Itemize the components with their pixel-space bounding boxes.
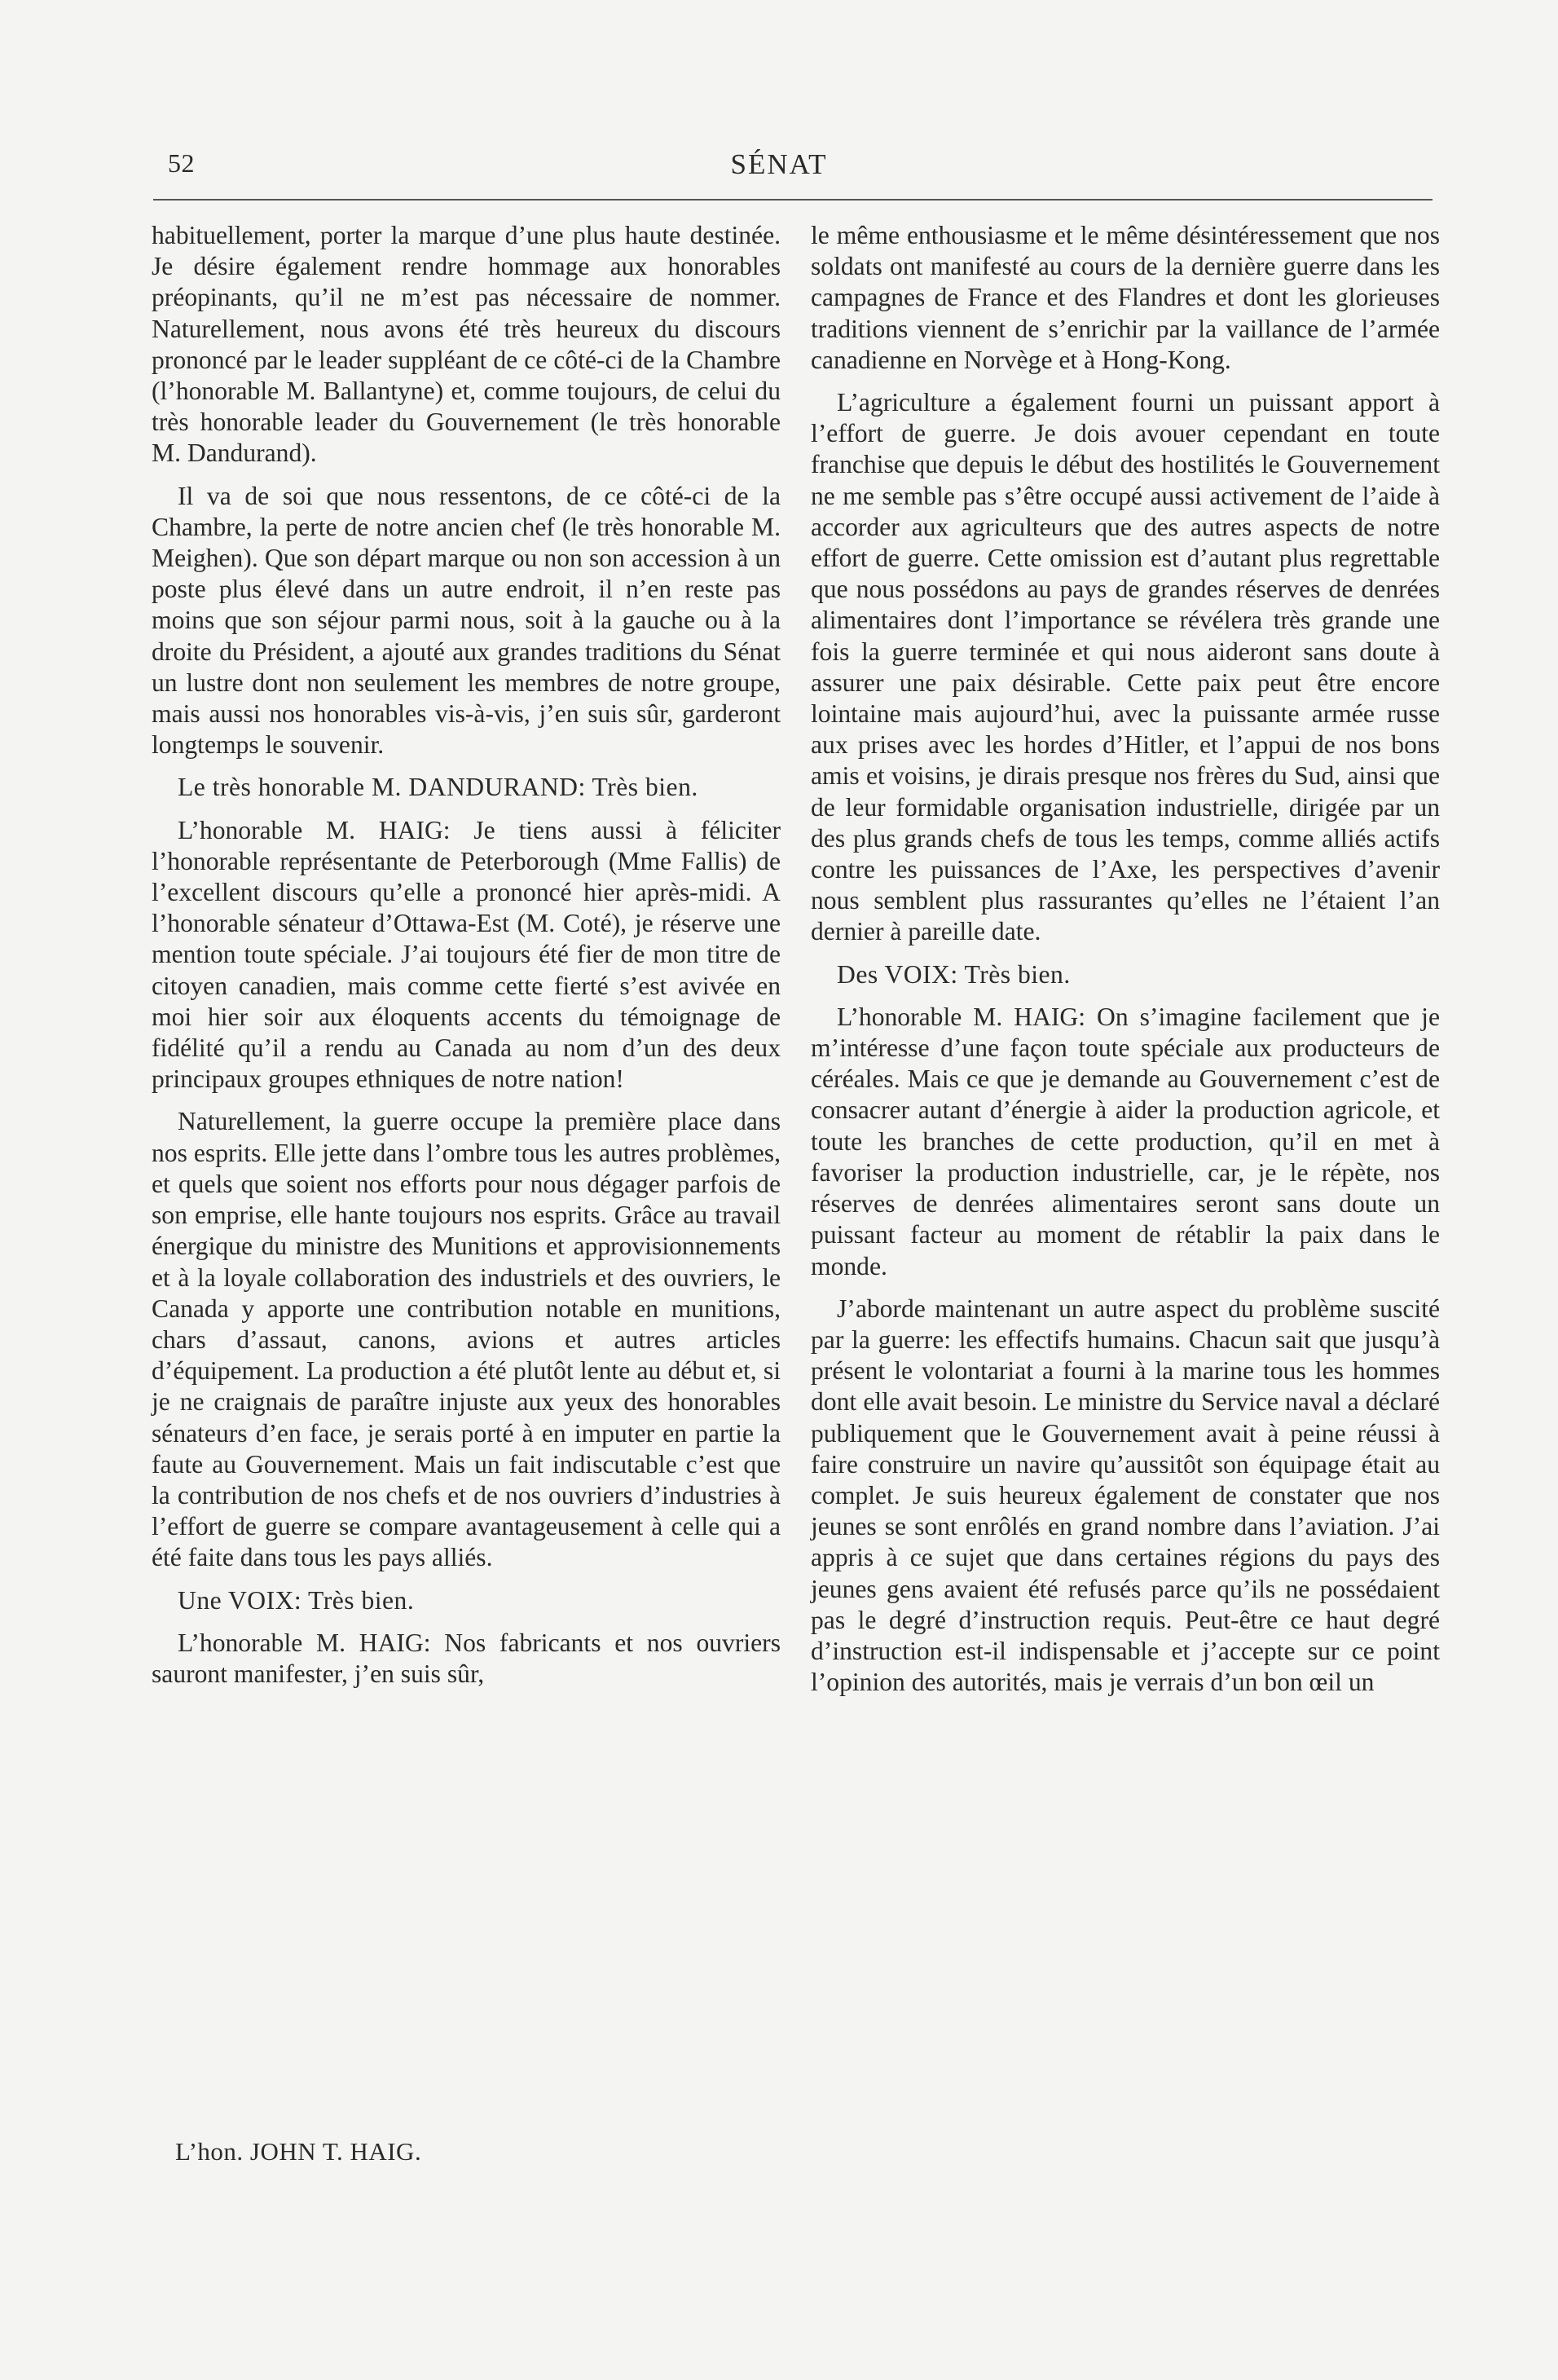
paragraph: Naturellement, la guerre occupe la première place dans nos esprits. Elle jette dans l’ombre tous les autres problèmes, et quels que soient nos efforts pour nous dégager parfois de son emprise, elle hante toujours nos esprits. Grâce au travail énergique du ministre des Munitions et approvisionnements et à la loyale collaboration des industriels et des ouvriers, le Canada y apporte une contribution notable en munitions, chars d’assaut, canons, avions et autres articles d’équipement. La production a été plutôt lente au début et, si je ne craignais de paraître injuste aux yeux des honorables sénateurs d’en face, je serais porté à en imputer en partie la faute au Gouvernement. Mais un fait indiscutable c’est que la contribution de nos chefs et de nos ouvriers d’industries à l’effort de guerre se compare avantageusement à celle qui a été faite dans tous les pays alliés. — [152, 1107, 781, 1572]
paragraph: J’aborde maintenant un autre aspect du problème suscité par la guerre: les effectifs humains. Chacun sait que jusqu’à présent le volontariat a fourni à la marine tous les hommes dont elle avait besoin. Le ministre du Service naval a déclaré publiquement que le Gouvernement avait à peine réussi à faire construire un navire qu’aussitôt son équipage était au complet. Je suis heureux également de constater que nos jeunes se sont enrôlés en grand nombre dans l’aviation. J’ai appris à ce sujet que dans certaines régions du pays des jeunes gens avaient été refusés parce qu’ils ne possédaient pas le degré d’instruction requis. Peut-être ce haut degré d’instruction est-il indispensable et j’accepte sur ce point l’opinion des autorités, mais je verrais d’un bon œil un — [811, 1294, 1440, 1697]
paragraph: L’agriculture a également fourni un puissant apport à l’effort de guerre. Je dois avouer cependant en toute franchise que depuis le début des hostilités le Gouvernement ne me semble pas s’être occupé aussi activement de l’aide à accorder aux agriculteurs que des autres aspects de notre effort de guerre. Cette omission est d’autant plus regrettable que nous possédons au pays de grandes réserves de denrées alimentaires dont l’importance se révélera très grande une fois la guerre terminée et qui nous aideront sans doute à assurer une paix désirable. Cette paix peut être encore lointaine mais aujourd’hui, avec la puissante armée russe aux prises avec les hordes d’Hitler, et l’appui de nos bons amis et voisins, je dirais presque nos frères du Sud, ainsi que de leur formidable organisation industrielle, dirigée par un des plus grands chefs de tous les temps, comme alliés actifs contre les puissances de l’Axe, les perspectives d’avenir nous semblent plus rassurantes qu’elles ne l’étaient l’an dernier à pareille date. — [811, 388, 1440, 946]
running-footer: L’hon. JOHN T. HAIG. — [175, 2137, 422, 2166]
paragraph: le même enthousiasme et le même désintéressement que nos soldats ont manifesté au cours de la dernière guerre dans les campagnes de France et des Flandres et dont les glorieuses traditions viennent de s’enrichir par la vaillance de l’armée canadienne en Norvège et à Hong-Kong. — [811, 221, 1440, 374]
speaker-interjection: Une VOIX: Très bien. — [178, 1585, 415, 1615]
page-number: 52 — [168, 148, 195, 178]
paragraph: L’honorable M. HAIG: Je tiens aussi à féliciter l’honorable représentante de Peterborough (Mme Fallis) de l’excellent discours qu’elle a prononcé hier après-midi. A l’honorable sénateur d’Ottawa-Est (M. Coté), je réserve une mention toute spéciale. J’ai toujours été fier de mon titre de citoyen canadien, mais comme cette fierté s’est avivée en moi hier soir aux éloquents accents du témoignage de fidélité qu’il a rendu au Canada au nom d’un des deux principaux groupes ethniques de notre nation! — [152, 815, 781, 1094]
speaker-interjection: Le très honorable M. DANDURAND: Très bien. — [178, 773, 698, 802]
left-column — [152, 220, 781, 1701]
right-column — [811, 220, 1440, 1709]
header-divider — [153, 199, 1433, 201]
paragraph: L’honorable M. HAIG: On s’imagine facilement que je m’intéresse d’une façon toute spéciale aux producteurs de céréales. Mais ce que je demande au Gouvernement c’est de consacrer autant d’énergie à aider la production agricole, et toute les branches de cette production, qu’il en met à favoriser la production industrielle, car, je le répète, nos réserves de denrées alimentaires seront sans doute un puissant facteur au moment de rétablir la paix dans le monde. — [811, 1002, 1440, 1280]
paragraph: Il va de soi que nous ressentons, de ce côté-ci de la Chambre, la perte de notre ancien chef (le très honorable M. Meighen). Que son départ marque ou non son accession à un poste plus élevé dans un autre endroit, il n’en reste pas moins que son séjour parmi nous, soit à la gauche ou à la droite du Président, a ajouté aux grandes traditions du Sénat un lustre dont non seulement les membres de notre groupe, mais aussi nos honorables vis-à-vis, j’en suis sûr, garderont longtemps le souvenir. — [152, 481, 781, 760]
speaker-interjection: Des VOIX: Très bien. — [837, 959, 1071, 989]
paragraph: habituellement, porter la marque d’une plus haute destinée. Je désire également rendre hommage aux honorables préopinants, qu’il ne m’est pas nécessaire de nommer. Naturellement, nous avons été très heureux du discours prononcé par le leader suppléant de ce côté-ci de la Chambre (l’honorable M. Ballantyne) et, comme toujours, de celui du très honorable leader du Gouvernement (le très honorable M. Dandurand). — [152, 221, 781, 468]
page-title: SÉNAT — [730, 148, 828, 180]
paragraph: L’honorable M. HAIG: Nos fabricants et nos ouvriers sauront manifester, j’en suis sûr, — [152, 1628, 781, 1688]
